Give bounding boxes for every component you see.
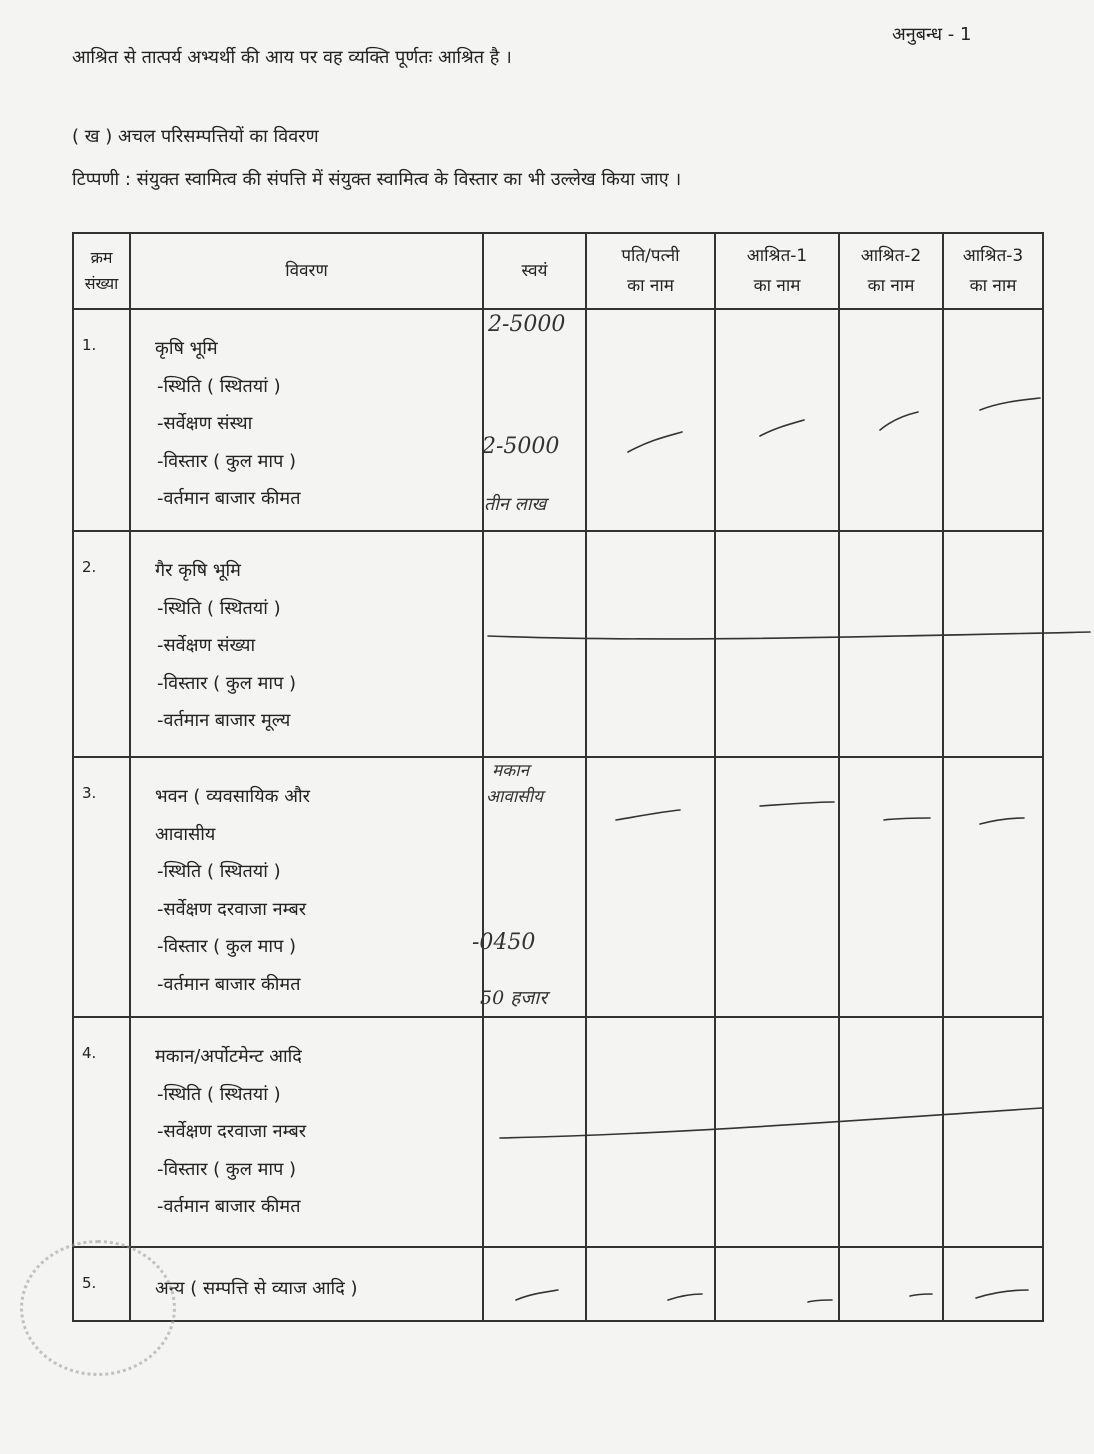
- row-description: गैर कृषि भूमि -स्थिति ( स्थितयां ) -सर्वेक्षण संख्या -विस्तार ( कुल माप ) -वर्तमान बाजार मूल्य: [130, 531, 483, 757]
- col-dependent-1: आश्रित-1 का नाम: [715, 233, 839, 309]
- handwritten-entry: तीन लाख: [484, 494, 547, 515]
- row-description: कृषि भूमि -स्थिति ( स्थितयां ) -सर्वेक्षण संस्था -विस्तार ( कुल माप ) -वर्तमान बाजार कीमत: [130, 309, 483, 531]
- handwritten-entry: -0450: [472, 930, 536, 955]
- col-dependent-3: आश्रित-3 का नाम: [943, 233, 1043, 309]
- row-description: अन्य ( सम्पत्ति से व्याज आदि ): [130, 1247, 483, 1321]
- col-spouse: पति/पत्नी का नाम: [586, 233, 715, 309]
- handwritten-entry: 2-5000: [488, 312, 566, 337]
- section-title: ( ख ) अचल परिसम्पत्तियों का विवरण: [72, 126, 319, 147]
- handwritten-entry: मकान: [492, 761, 530, 781]
- note-text: टिप्पणी : संयुक्त स्वामित्व की संपत्ति में संयुक्त स्वामित्व के विस्तार का भी उल्लेख किया जाए ।: [72, 169, 682, 190]
- row-number: 4.: [73, 1017, 130, 1247]
- col-dependent-2: आश्रित-2 का नाम: [839, 233, 943, 309]
- handwritten-entry: 50 हजार: [480, 987, 548, 1009]
- col-details: विवरण: [130, 233, 483, 309]
- row-number: 2.: [73, 531, 130, 757]
- col-self: स्वयं: [483, 233, 586, 309]
- annex-label: अनुबन्ध - 1: [892, 24, 972, 45]
- row-description: भवन ( व्यवसायिक और आवासीय -स्थिति ( स्थितयां ) -सर्वेक्षण दरवाजा नम्बर -विस्तार ( कुल माप ) -वर्तमान बाजार कीमत: [130, 757, 483, 1017]
- handwritten-entry: 2-5000: [482, 434, 560, 459]
- row-description: मकान/अर्पोटमेन्ट आदि -स्थिति ( स्थितयां ) -सर्वेक्षण दरवाजा नम्बर -विस्तार ( कुल माप ) -वर्तमान बाजार कीमत: [130, 1017, 483, 1247]
- row-number: 3.: [73, 757, 130, 1017]
- faded-stamp: [20, 1240, 176, 1376]
- col-serial: क्रम संख्या: [73, 233, 130, 309]
- handwritten-entry: आवासीय: [486, 787, 543, 807]
- row-number: 5.: [73, 1247, 130, 1321]
- dependent-definition: आश्रित से तात्पर्य अभ्यर्थी की आय पर वह व्यक्ति पूर्णतः आश्रित है ।: [72, 47, 512, 68]
- row-number: 1.: [73, 309, 130, 531]
